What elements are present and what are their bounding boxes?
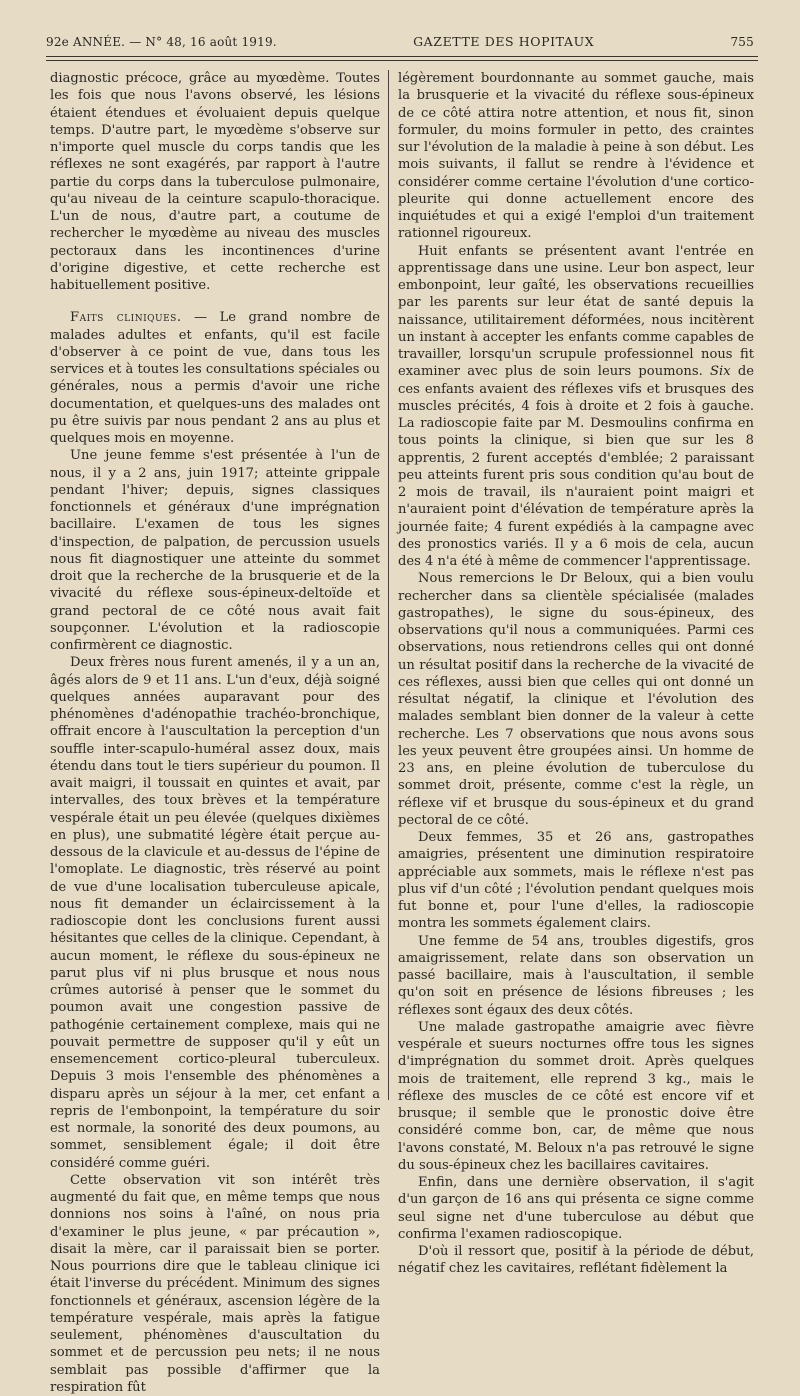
header-rule-top [46, 56, 758, 57]
section-paragraph [50, 309, 380, 447]
paragraph: légèrement bourdonnante au sommet gauche, mais la brusquerie et la vivacité du réflexe sous-épineux de ce côté attira notre attention, et nous fit, sinon formuler, du moins formuler in petto, des craintes sur l'évolution de la maladie à peine à son début. Les mois suivants, il fallut se rendre à l'évidence et considérer comme certaine l'évolution d'une cortico-pleurite qui donne actuellement encore des inquiétudes et qui a exigé l'emploi d'un traitement rationnel rigoureux. [398, 71, 754, 242]
paragraph: Une femme de 54 ans, troubles digestifs, gros amaigrissement, relate dans son observation un passé bacillaire, mais à l'auscultation, il semble qu'on soit en présence de lésions fibreuses ; les réflexes sont égaux des deux côtés. [398, 933, 754, 1018]
right-column [398, 70, 754, 1277]
issue-line: 92e ANNÉE. — N° 48, 16 août 1919. [46, 35, 277, 49]
paragraph: Nous remercions le Dr Beloux, qui a bien voulu rechercher dans sa clientèle spécialisée (malades gastropathes), le signe du sous-épineux, des observations qu'il nous a communiquées. Parmi ces observations, nous retiendrons celles qui ont donné un résultat positif dans la recherche de la vivacité de ces réflexes, aussi bien que celles qui ont donné un résultat négatif, la clinique et l'évolution des malades semblant bien donner de la valeur à cette recherche. Les 7 observations que nous avons sous les yeux peuvent être groupées ainsi. Un homme de 23 ans, en pleine évolution de tuberculose du sommet droit, présente, comme c'est la règle, un réflexe vif et brusque du sous-épineux et du grand pectoral de ce côté. [398, 571, 754, 828]
page-header [46, 34, 754, 54]
paragraph: Une malade gastropathe amaigrie avec fièvre vespérale et sueurs nocturnes offre tous les signes d'imprégnation du sommet droit. Après quelques mois de traitement, elle reprend 3 kg., mais le réflexe des muscles de ce côté est encore vif et brusque; il semble que le pronostic doive être considéré comme bon, car, de même que nous l'avons constaté, M. Beloux n'a pas retrouvé le signe du sous-épineux chez les bacillaires cavitaires. [398, 1019, 754, 1173]
paragraph: Deux frères nous furent amenés, il y a un an, âgés alors de 9 et 11 ans. L'un d'eux, déjà soigné quelques années auparavant pour des phénomènes d'adénopathie trachéo-bronchique, offrait encore à l'auscultation la perception d'un souffle inter-scapulo-huméral assez doux, mais étendu dans tout le tiers supérieur du poumon. Il avait maigri, il toussait en quintes et avait, par intervalles, des toux brèves et la température vespérale était un peu élevée (quelques dixièmes en plus), une submatité légère était perçue au-dessous de la clavicule et au-dessus de l'épine de l'omoplate. Le diagnostic, très réservé au point de vue d'une localisation tuberculeuse apicale, nous fit demander un éclaircissement à la radioscopie dont les conclusions furent aussi hésitantes que celles de la clinique. Cependant, à aucun moment, le réflexe du sous-épineux ne parut plus vif ni plus brusque et nous nous crûmes autorisé à penser que le sommet du poumon avait une congestion passive de pathogénie certainement complexe, mais qui ne pouvait permettre de supposer qu'il y eût un ensemencement cortico-pleural tuberculeux. Depuis 3 mois l'ensemble des phénomènes a disparu après un séjour à la mer, cet enfant a repris de l'embonpoint, la température du soir est normale, la sonorité des deux poumons, au sommet, sensiblement égale; il doit être considéré comme guéri. [50, 655, 380, 1171]
column-divider [388, 70, 389, 1100]
paragraph: Deux femmes, 35 et 26 ans, gastropathes amaigries, présentent une diminution respiratoire appréciable aux sommets, mais le réflexe n'est pas plus vif d'un côté ; l'évolution pendant quelques mois fut bonne et, pour l'une d'elles, la radioscopie montra les sommets également clairs. [398, 830, 754, 932]
section-heading: Faits cliniques. [70, 310, 182, 326]
paragraph: Enfin, dans une dernière observation, il s'agit d'un garçon de 16 ans qui présenta ce signe comme seul signe net d'une tuberculose au début que confirma l'examen radioscopique. [398, 1175, 754, 1242]
page-number: 755 [730, 35, 754, 49]
section-text: — Le grand nombre de malades adultes et enfants, qu'il est facile d'observer à ce point de vue, dans tous les services et à toutes les consultations spéciales ou générales, nous a permis d'avoir une riche documentation, et quelques-uns des malades ont pu être suivis par nous pendant 2 ans au plus et quelques mois en moyenne. [50, 310, 380, 446]
header-rule-bottom [46, 60, 758, 61]
left-column [50, 70, 380, 1395]
text-run: de ces enfants avaient des réflexes vifs et brusques des muscles précités, 4 fois à droite et 2 fois à gauche. La radioscopie faite par M. Desmoulins confirma en tous points la clinique, si bien que sur les 8 apprentis, 2 furent acceptés d'emblée; 2 paraissant peu atteints furent pris sous condition qu'au bout de 2 mois de travail, ils n'auraient point maigri et n'auraient point d'élévation de température après la journée faite; 4 furent expédiés à la campagne avec des pronostics variés. Il y a 6 mois de cela, aucun des 4 n'a été à même de commencer l'apprentissage. [398, 364, 754, 569]
text-run: Huit enfants se présentent avant l'entrée en apprentissage dans une usine. Leur bon aspect, leur embonpoint, leur gaîté, les observations recueillies par les parents sur leur état de santé depuis la naissance, utilitairement déformées, nous incitèrent un instant à accepter les enfants comme capables de travailler, lorsqu'un scrupule professionnel nous fit examiner avec plus de soin leurs poumons. [398, 243, 754, 380]
paragraph [398, 243, 754, 571]
paragraph: diagnostic précoce, grâce au myœdème. Toutes les fois que nous l'avons observé, les lésions étaient étendues et évoluaient depuis quelque temps. D'autre part, le myœdème s'observe sur n'importe quel muscle du corps tandis que les réflexes ne sont exagérés, par rapport à l'autre partie du corps dans la tuberculose pulmonaire, qu'au niveau de la ceinture scapulo-thoracique. L'un de nous, d'autre part, a coutume de rechercher le myœdème au niveau des muscles pectoraux dans les incontinences d'urine d'origine digestive, et cette recherche est habituellement positive. [50, 71, 380, 293]
running-title: GAZETTE DES HOPITAUX [413, 34, 595, 49]
paragraph: Cette observation vit son intérêt très augmenté du fait que, en même temps que nous donnions nos soins à l'aîné, on nous pria d'examiner le plus jeune, « par précaution », disait la mère, car il paraissait bien se porter. Nous pourrions dire que le tableau clinique ici était l'inverse du précédent. Minimum des signes fonctionnels et généraux, ascension légère de la température vespérale, mais après la fatigue seulement, phénomènes d'auscultation du sommet et de percussion peu nets; il ne nous semblait pas possible d'affirmer que la respiration fût [50, 1172, 380, 1395]
paragraph: D'où il ressort que, positif à la période de début, négatif chez les cavitaires, reflétant fidèlement la [398, 1244, 754, 1277]
italic-word: Six [710, 364, 731, 380]
paragraph: Une jeune femme s'est présentée à l'un de nous, il y a 2 ans, juin 1917; atteinte grippale pendant l'hiver; depuis, signes classiques fonctionnels et généraux d'une imprégnation bacillaire. L'examen de tous les signes d'inspection, de palpation, de percussion usuels nous fit diagnostiquer une atteinte du sommet droit que la recherche de la brusquerie et de la vivacité du réflexe sous-épineux-deltoïde et grand pectoral de ce côté nous avait fait soupçonner. L'évolution et la radioscopie confirmèrent ce diagnostic. [50, 448, 380, 653]
